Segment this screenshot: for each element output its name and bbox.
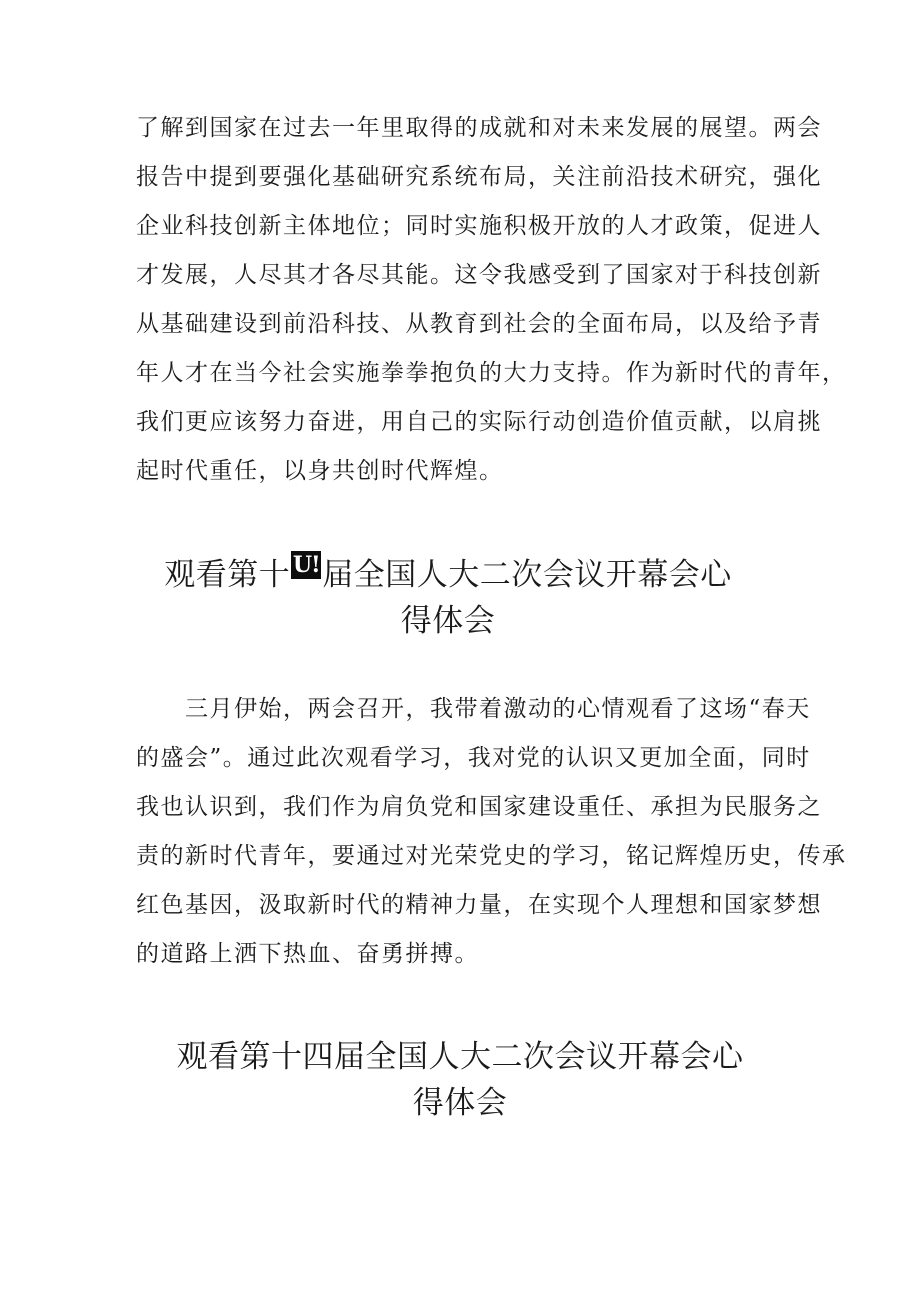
paragraph-line: 红色基因，汲取新时代的精神力量，在实现个人理想和国家梦想 <box>136 892 822 918</box>
section-heading-2 <box>100 1034 820 1126</box>
heading-text-after: 届全国人大二次会议开幕会心 <box>322 557 732 593</box>
paragraph-line: 了解到国家在过去一年里取得的成就和对未来发展的展望。两会 <box>136 115 822 141</box>
paragraph-line: 报告中提到要强化基础研究系统布局，关注前沿技术研究，强化 <box>136 164 822 190</box>
body-paragraph-1 <box>136 104 847 496</box>
paragraph-line: 的盛会”。通过此次观看学习，我对党的认识又更加全面，同时 <box>136 745 811 771</box>
heading-line-2: 得体会 <box>412 1085 508 1121</box>
paragraph-line: 从基础建设到前沿科技、从教育到社会的全面布局，以及给予青 <box>136 311 822 337</box>
paragraph-line: 起时代重任，以身共创时代辉煌。 <box>136 458 504 484</box>
paragraph-line: 责的新时代青年，要通过对光荣党史的学习，铭记辉煌历史，传承 <box>136 843 847 869</box>
paragraph-line: 的道路上洒下热血、奋勇拼搏。 <box>136 941 479 967</box>
paragraph-line: 我们更应该努力奋进，用自己的实际行动创造价值贡献，以肩挑 <box>136 409 822 435</box>
garbled-glyph-icon <box>291 552 321 591</box>
body-paragraph-2 <box>136 685 847 979</box>
section-heading-1 <box>88 552 808 644</box>
heading-line-1: 观看第十四届全国人大二次会议开幕会心 <box>176 1039 744 1075</box>
paragraph-line: 才发展，人尽其才各尽其能。这令我感受到了国家对于科技创新 <box>136 262 822 288</box>
heading-text-before: 观看第十 <box>164 557 291 593</box>
heading-line-1 <box>88 552 808 598</box>
heading-line-2: 得体会 <box>400 603 496 639</box>
paragraph-line: 我也认识到，我们作为肩负党和国家建设重任、承担为民服务之 <box>136 794 822 820</box>
paragraph-line: 企业科技创新主体地位；同时实施积极开放的人才政策，促进人 <box>136 213 822 239</box>
paragraph-line: 三月伊始，两会召开，我带着激动的心情观看了这场“春天 <box>136 696 811 722</box>
paragraph-line: 年人才在当今社会实施拳拳抱负的大力支持。作为新时代的青年， <box>136 360 847 386</box>
garbled-glyph-text: U! <box>292 552 320 578</box>
